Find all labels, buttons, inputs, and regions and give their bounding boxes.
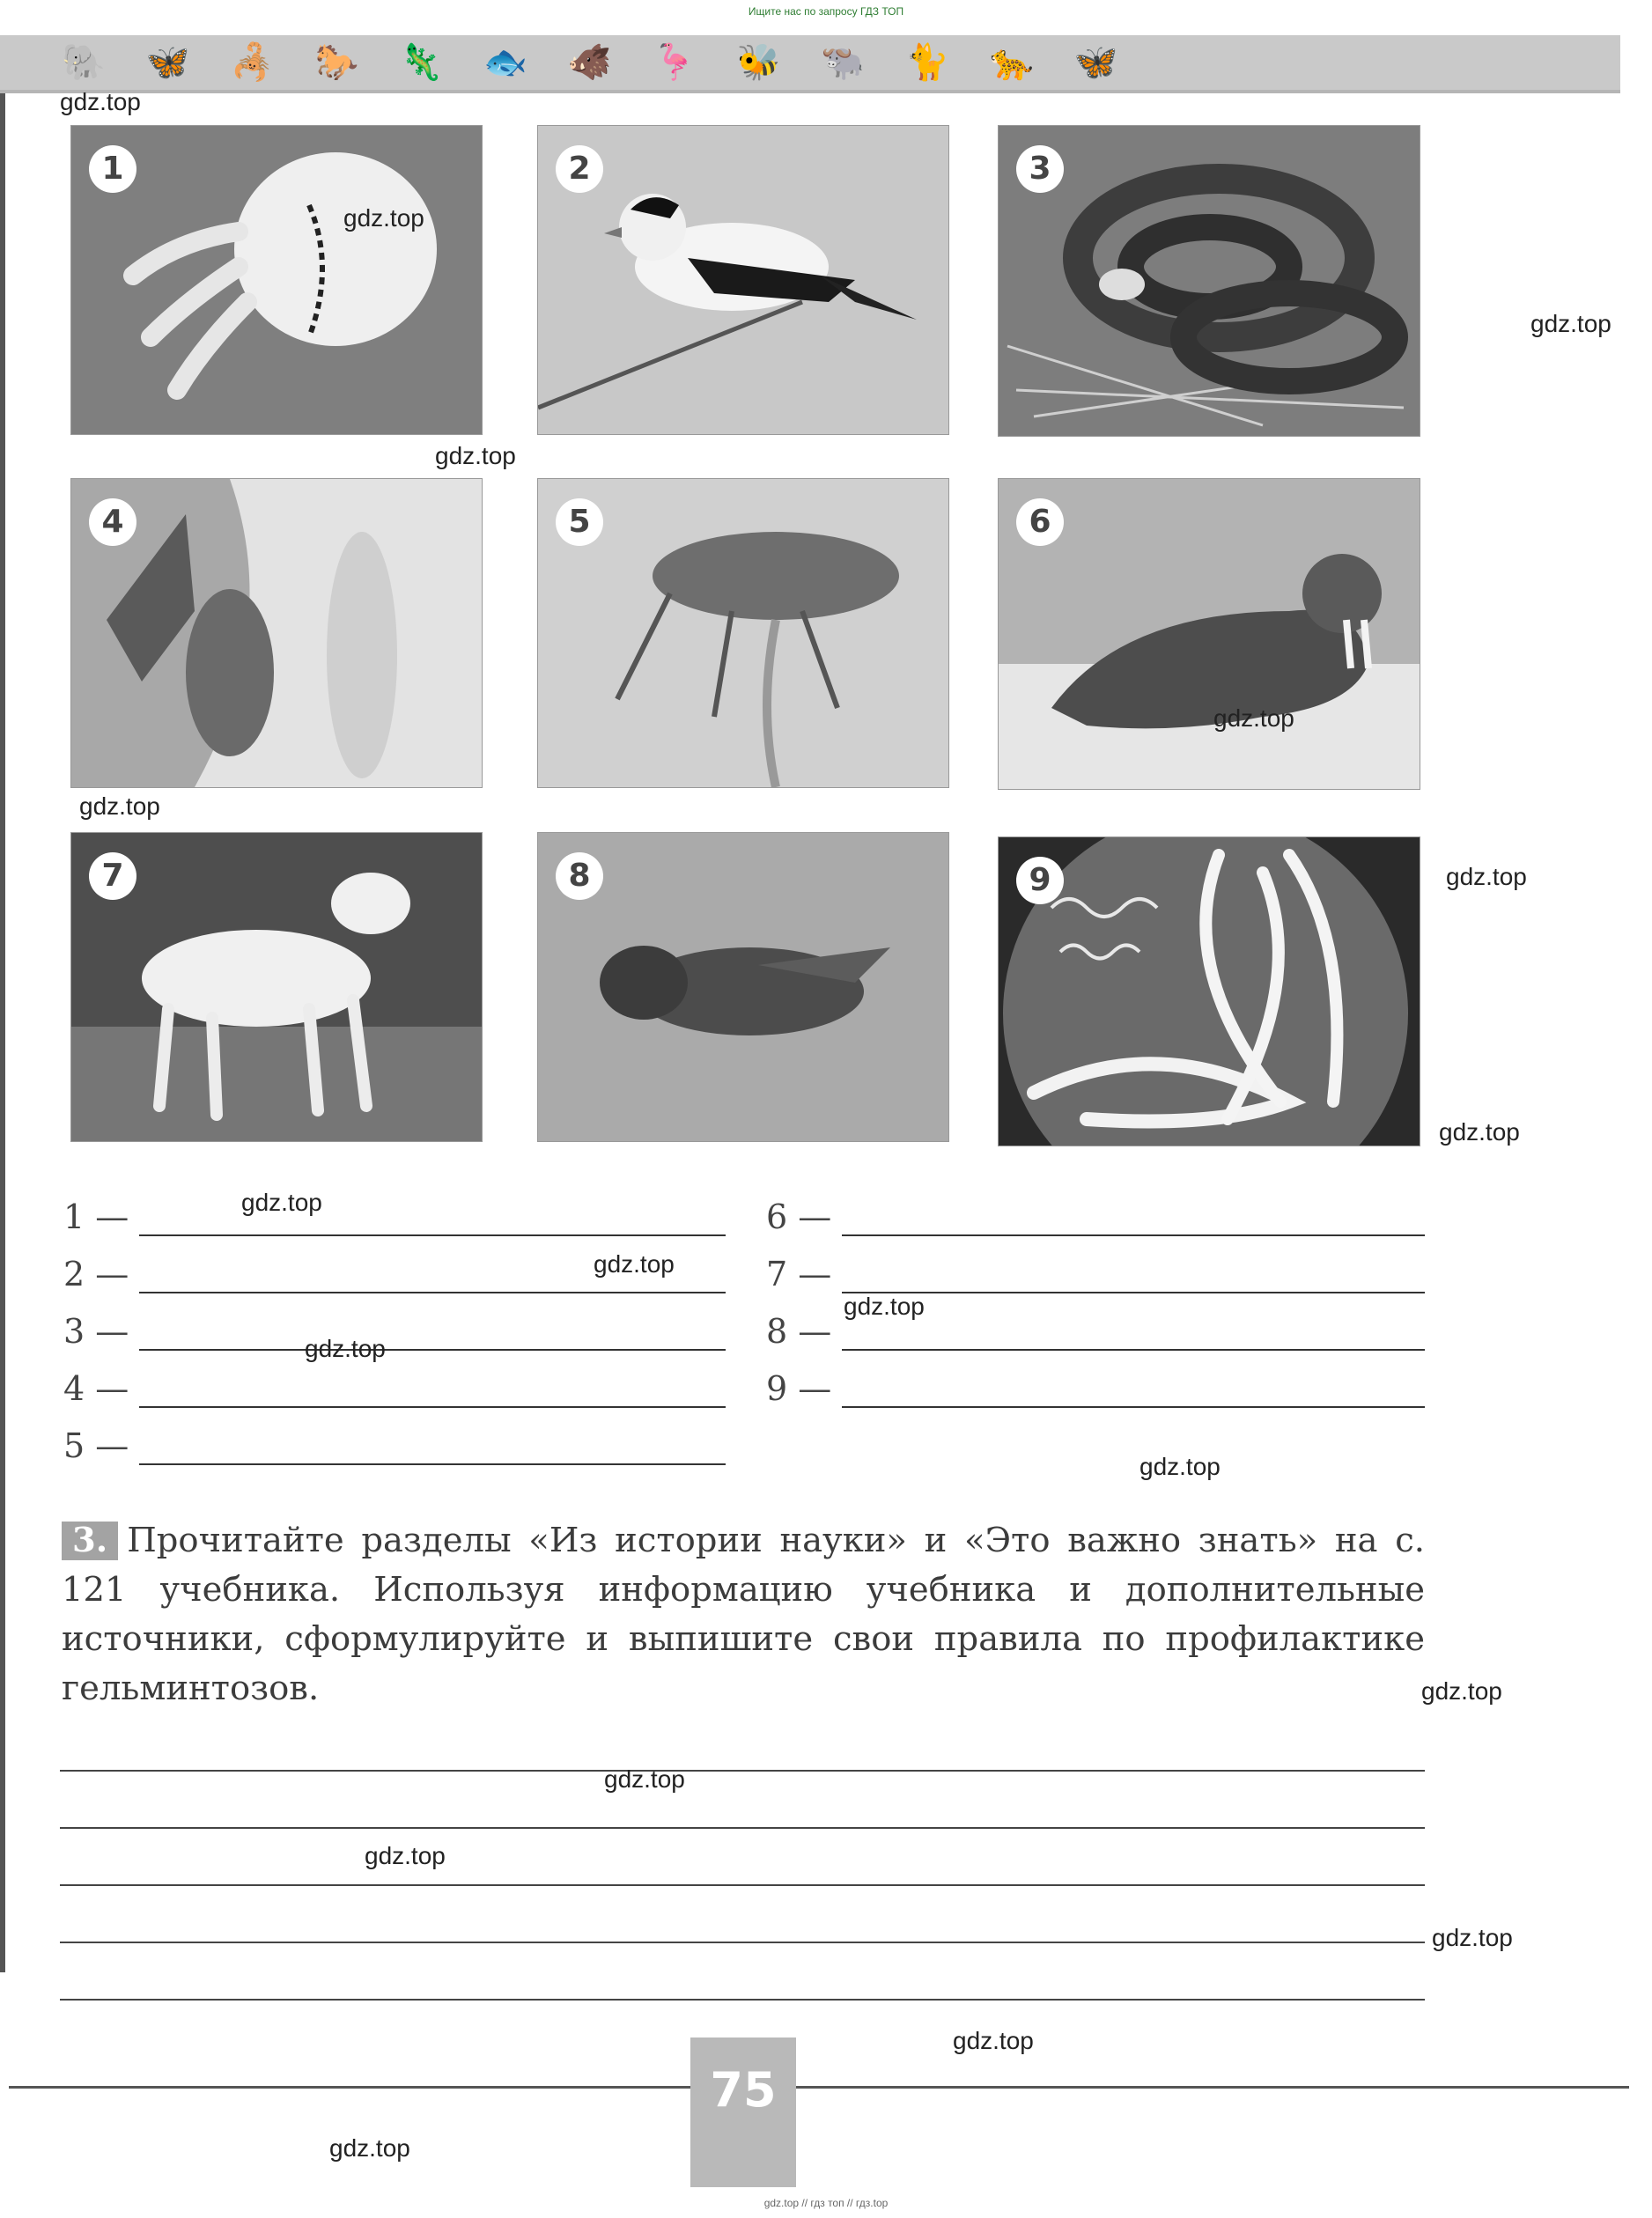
answer-line[interactable] xyxy=(139,1323,726,1351)
answer-label: 9 — xyxy=(766,1369,832,1408)
photo-walrus xyxy=(998,478,1420,790)
watermark: gdz.top xyxy=(1213,704,1294,732)
elephant-icon: 🐘 xyxy=(62,42,106,83)
watermark: gdz.top xyxy=(1421,1677,1502,1705)
watermark: gdz.top xyxy=(1432,1924,1513,1951)
photo-jellyfish xyxy=(70,125,483,435)
answer-label: 5 — xyxy=(63,1426,129,1465)
page-number: 75 xyxy=(690,2037,796,2187)
photo-number: 1 xyxy=(89,145,136,193)
watermark: gdz.top xyxy=(241,1189,322,1216)
watermark: gdz.top xyxy=(79,792,160,820)
watermark: gdz.top xyxy=(1139,1453,1221,1480)
answer-line[interactable] xyxy=(139,1380,726,1408)
answer-line[interactable] xyxy=(842,1323,1425,1351)
answer-label: 6 — xyxy=(766,1197,832,1236)
answer-label: 3 — xyxy=(63,1312,129,1351)
watermark: gdz.top xyxy=(604,1765,685,1793)
photo-number: 7 xyxy=(89,852,136,900)
answer-row-6 xyxy=(766,1197,1425,1236)
writing-line[interactable] xyxy=(60,1827,1425,1829)
watermark: gdz.top xyxy=(329,2134,410,2162)
answer-row-7 xyxy=(766,1255,1425,1293)
watermark: gdz.top xyxy=(343,204,424,232)
watermark: gdz.top xyxy=(953,2027,1034,2054)
buffalo-icon: 🐃 xyxy=(821,42,866,83)
animal-banner xyxy=(0,35,1620,93)
watermark: gdz.top xyxy=(365,1842,446,1869)
fish-icon: 🐟 xyxy=(483,42,527,83)
lizard-icon: 🦎 xyxy=(399,42,444,83)
horse-icon: 🐎 xyxy=(314,42,359,83)
watermark: gdz.top xyxy=(435,442,516,469)
bee-icon: 🐝 xyxy=(736,42,781,83)
answer-label: 7 — xyxy=(766,1255,832,1293)
photo-worms xyxy=(998,836,1420,1146)
photo-number: 6 xyxy=(1016,498,1064,546)
photo-dog xyxy=(70,832,483,1142)
answer-line[interactable] xyxy=(842,1380,1425,1408)
watermark: gdz.top xyxy=(1439,1118,1520,1146)
answer-row-3 xyxy=(63,1312,726,1351)
photo-number: 4 xyxy=(89,498,136,546)
writing-line[interactable] xyxy=(60,1884,1425,1886)
left-margin-line xyxy=(0,35,5,1972)
photo-number: 8 xyxy=(556,852,603,900)
watermark: gdz.top xyxy=(594,1250,675,1278)
answer-row-1 xyxy=(63,1197,726,1236)
writing-line[interactable] xyxy=(60,1999,1425,2001)
bottom-note: gdz.top // гдз топ // гдз.top xyxy=(763,2197,889,2209)
watermark: gdz.top xyxy=(844,1293,925,1320)
top-note: Ищите нас по запросу ГДЗ ТОП xyxy=(748,5,904,18)
photo-number: 5 xyxy=(556,498,603,546)
photo-bat xyxy=(70,478,483,788)
answer-label: 4 — xyxy=(63,1369,129,1408)
boar-icon: 🐗 xyxy=(567,42,612,83)
watermark: gdz.top xyxy=(1530,310,1611,337)
answer-line[interactable] xyxy=(842,1208,1425,1236)
answer-label: 2 — xyxy=(63,1255,129,1293)
answer-label: 1 — xyxy=(63,1197,129,1236)
writing-line[interactable] xyxy=(60,1942,1425,1943)
writing-line[interactable] xyxy=(60,1770,1425,1772)
watermark: gdz.top xyxy=(60,88,141,115)
photo-insect xyxy=(537,478,949,788)
cat-icon: 🐈 xyxy=(905,42,949,83)
answer-line[interactable] xyxy=(842,1265,1425,1293)
photo-number: 9 xyxy=(1016,857,1064,904)
photo-number: 2 xyxy=(556,145,603,193)
photo-bird xyxy=(537,125,949,435)
answer-row-4 xyxy=(63,1369,726,1408)
watermark: gdz.top xyxy=(305,1335,386,1362)
answer-row-5 xyxy=(63,1426,726,1465)
task-number-badge: 3. xyxy=(62,1522,118,1560)
photo-snake xyxy=(998,125,1420,437)
butterfly-icon: 🦋 xyxy=(145,42,190,83)
photo-number: 3 xyxy=(1016,145,1064,193)
footer-rule xyxy=(9,2086,1629,2089)
task-3 xyxy=(62,1516,1425,1713)
task-text: Прочитайте разделы «Из истории науки» и «Это важно знать» на с. 121 учебника. Используя информацию учебника и дополнительные источники, сформулируйте и выпишите свои правила по профилактике гельминтозов. xyxy=(62,1521,1425,1708)
answer-line[interactable] xyxy=(139,1437,726,1465)
answer-line[interactable] xyxy=(139,1208,726,1236)
leopard-icon: 🐆 xyxy=(989,42,1034,83)
watermark: gdz.top xyxy=(1446,863,1527,890)
bird-icon: 🦩 xyxy=(652,42,697,83)
scorpion-icon: 🦂 xyxy=(230,42,275,83)
butterfly-icon: 🦋 xyxy=(1073,42,1118,83)
photo-mole-cricket xyxy=(537,832,949,1142)
answer-row-9 xyxy=(766,1369,1425,1408)
answer-label: 8 — xyxy=(766,1312,832,1351)
